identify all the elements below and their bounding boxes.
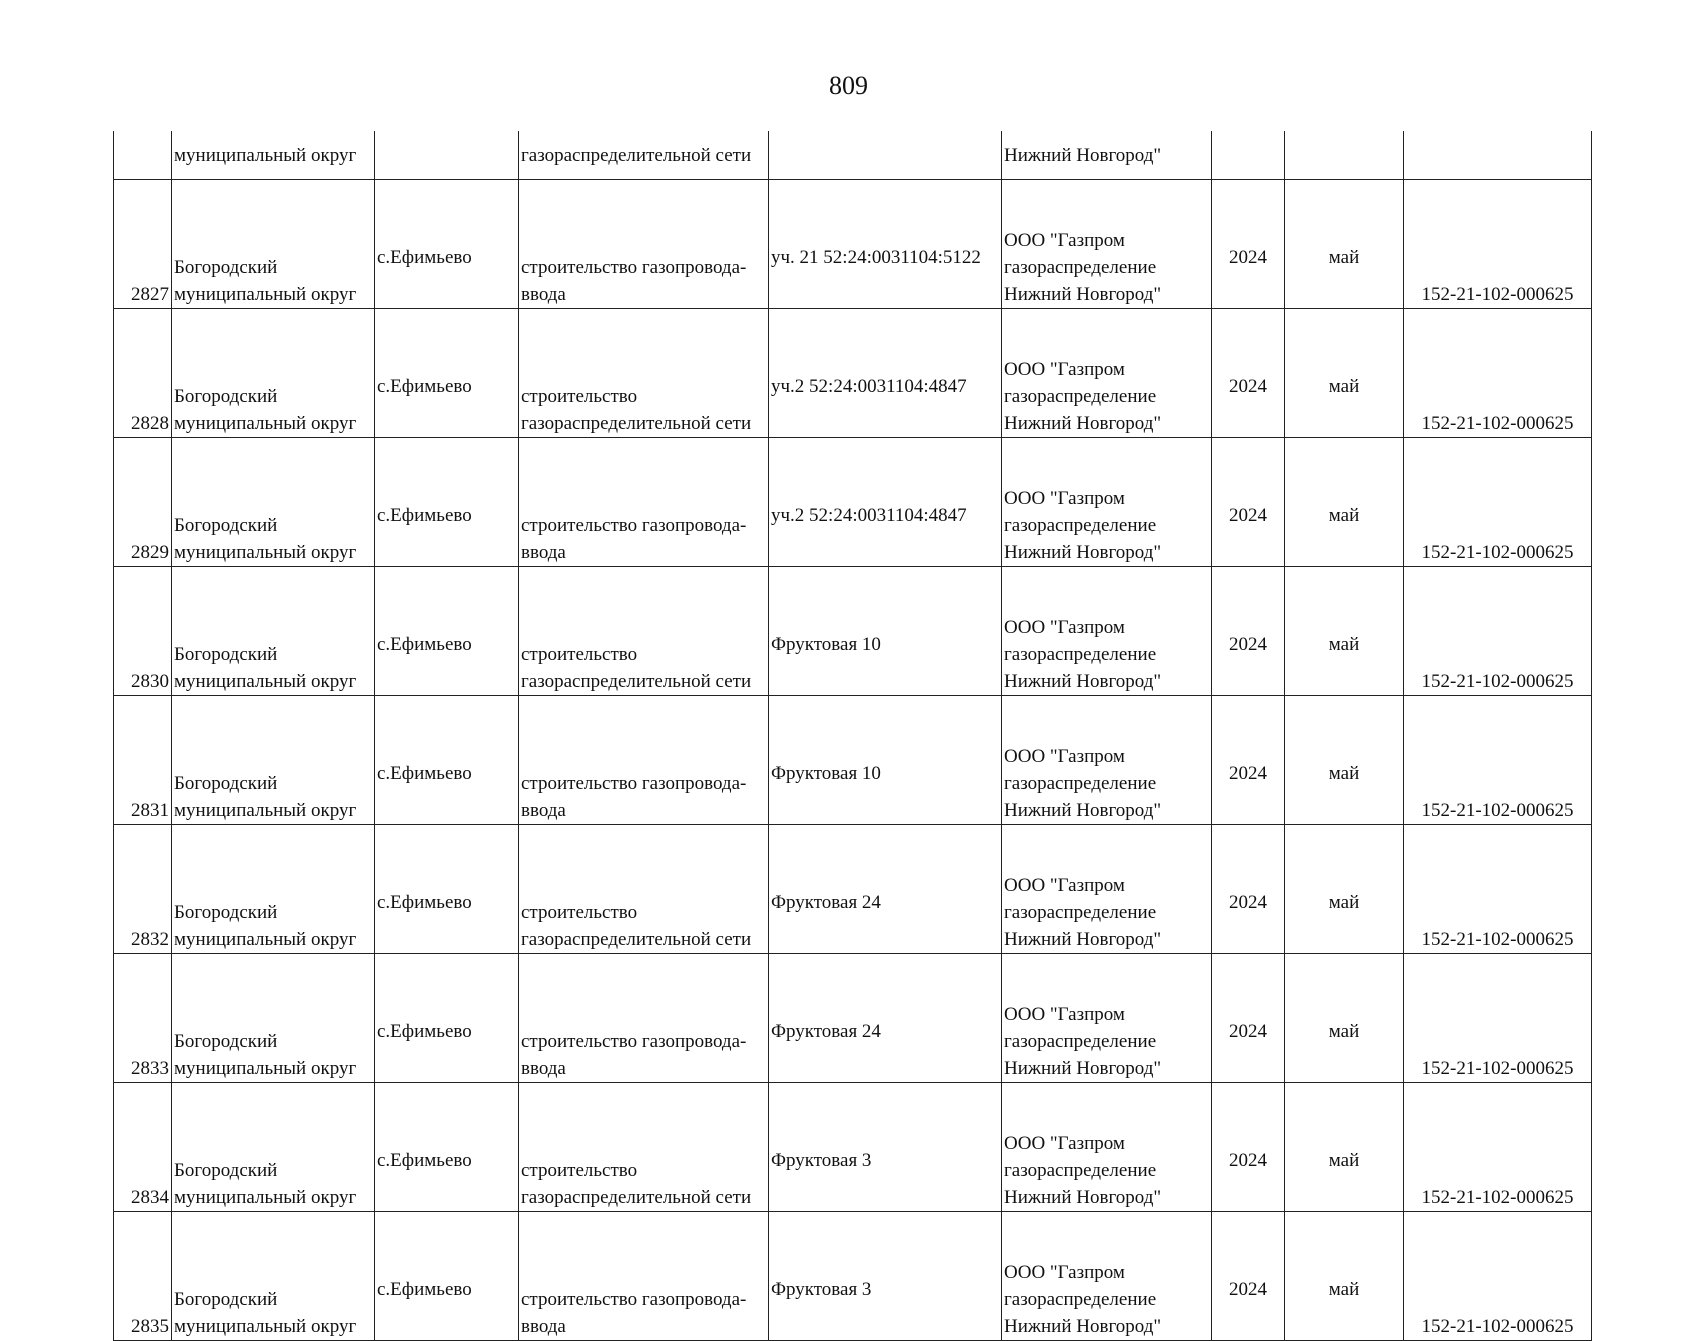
works-cell: [519, 954, 769, 1083]
district-line: Богородский: [174, 902, 278, 923]
works-line: строительство газопровода-: [521, 773, 747, 794]
district-cell: [172, 309, 375, 438]
month-cell: май: [1285, 567, 1404, 696]
district-line: Богородский: [174, 257, 278, 278]
works-line: ввода: [521, 1316, 566, 1337]
settlement-cell: с.Ефимьево: [375, 180, 519, 309]
address-cell: Фруктовая 10: [769, 696, 1002, 825]
table-row: [114, 567, 1592, 696]
row-number: 2832: [114, 825, 172, 954]
org-cell: [1002, 1083, 1212, 1212]
district-line: муниципальный округ: [174, 413, 357, 434]
code-cell: 152-21-102-000625: [1404, 309, 1592, 438]
cell-num: [114, 131, 172, 180]
works-line: строительство: [521, 386, 638, 407]
district-cell: [172, 825, 375, 954]
org-line: ООО "Газпром: [1004, 359, 1125, 380]
cell-year: [1212, 131, 1285, 180]
works-line: строительство: [521, 1160, 638, 1181]
address-cell: уч.2 52:24:0031104:4847: [769, 438, 1002, 567]
row-number: 2827: [114, 180, 172, 309]
org-line: ООО "Газпром: [1004, 1004, 1125, 1025]
org-line: газораспределение: [1004, 902, 1157, 923]
table-row: [114, 1212, 1592, 1341]
code-cell: 152-21-102-000625: [1404, 1083, 1592, 1212]
table-row: [114, 1083, 1592, 1212]
org-line: ООО "Газпром: [1004, 875, 1125, 896]
year-cell: 2024: [1212, 1212, 1285, 1341]
works-line: ввода: [521, 284, 566, 305]
district-cell: [172, 1212, 375, 1341]
works-line: ввода: [521, 542, 566, 563]
works-line: газораспределительной сети: [521, 1187, 752, 1208]
works-line: строительство газопровода-: [521, 1031, 747, 1052]
year-cell: 2024: [1212, 180, 1285, 309]
org-line: Нижний Новгород": [1004, 284, 1162, 305]
works-line: строительство газопровода-: [521, 1289, 747, 1310]
row-number: 2835: [114, 1212, 172, 1341]
address-cell: Фруктовая 3: [769, 1083, 1002, 1212]
org-line: Нижний Новгород": [1004, 1187, 1162, 1208]
org-cell: [1002, 180, 1212, 309]
address-cell: Фруктовая 24: [769, 954, 1002, 1083]
works-line: строительство газопровода-: [521, 515, 747, 536]
works-line: ввода: [521, 800, 566, 821]
district-line: Богородский: [174, 515, 278, 536]
code-cell: 152-21-102-000625: [1404, 825, 1592, 954]
code-cell: 152-21-102-000625: [1404, 438, 1592, 567]
code-cell: 152-21-102-000625: [1404, 1212, 1592, 1341]
address-cell: Фруктовая 10: [769, 567, 1002, 696]
works-cell: [519, 180, 769, 309]
settlement-cell: с.Ефимьево: [375, 309, 519, 438]
month-cell: май: [1285, 1083, 1404, 1212]
cell-settlement: [375, 131, 519, 180]
org-line: газораспределение: [1004, 386, 1157, 407]
district-cell: [172, 1083, 375, 1212]
org-line: газораспределение: [1004, 1160, 1157, 1181]
district-line: Богородский: [174, 1031, 278, 1052]
org-line: ООО "Газпром: [1004, 488, 1125, 509]
settlement-cell: с.Ефимьево: [375, 567, 519, 696]
works-cell: [519, 825, 769, 954]
org-cell: [1002, 954, 1212, 1083]
page-number: 809: [829, 71, 868, 100]
settlement-cell: с.Ефимьево: [375, 1083, 519, 1212]
org-line: газораспределение: [1004, 1289, 1157, 1310]
month-cell: май: [1285, 954, 1404, 1083]
works-cell: [519, 567, 769, 696]
works-line: строительство газопровода-: [521, 257, 747, 278]
cell-code: [1404, 131, 1592, 180]
code-cell: 152-21-102-000625: [1404, 567, 1592, 696]
address-cell: Фруктовая 24: [769, 825, 1002, 954]
address-cell: уч.2 52:24:0031104:4847: [769, 309, 1002, 438]
year-cell: 2024: [1212, 696, 1285, 825]
works-line: газораспределительной сети: [521, 413, 752, 434]
district-line: муниципальный округ: [174, 542, 357, 563]
district-cell: [172, 180, 375, 309]
district-line: муниципальный округ: [174, 1058, 357, 1079]
works-line: ввода: [521, 1058, 566, 1079]
row-number: 2830: [114, 567, 172, 696]
district-line: Богородский: [174, 386, 278, 407]
works-cell: [519, 1083, 769, 1212]
row-number: 2828: [114, 309, 172, 438]
org-cell: [1002, 825, 1212, 954]
table-row: [114, 309, 1592, 438]
org-line: Нижний Новгород": [1004, 542, 1162, 563]
org-line: газораспределение: [1004, 773, 1157, 794]
cell-district: муниципальный округ: [172, 131, 375, 180]
code-cell: 152-21-102-000625: [1404, 954, 1592, 1083]
month-cell: май: [1285, 180, 1404, 309]
month-cell: май: [1285, 696, 1404, 825]
year-cell: 2024: [1212, 825, 1285, 954]
district-cell: [172, 567, 375, 696]
org-cell: [1002, 567, 1212, 696]
district-line: муниципальный округ: [174, 800, 357, 821]
month-cell: май: [1285, 438, 1404, 567]
org-line: ООО "Газпром: [1004, 746, 1125, 767]
works-cell: [519, 1212, 769, 1341]
works-cell: [519, 438, 769, 567]
org-line: Нижний Новгород": [1004, 413, 1162, 434]
cell-works: газораспределительной сети: [519, 131, 769, 180]
month-cell: май: [1285, 309, 1404, 438]
district-line: муниципальный округ: [174, 671, 357, 692]
org-line: Нижний Новгород": [1004, 671, 1162, 692]
row-number: 2833: [114, 954, 172, 1083]
org-line: Нижний Новгород": [1004, 929, 1162, 950]
org-line: Нижний Новгород": [1004, 1058, 1162, 1079]
district-line: Богородский: [174, 1160, 278, 1181]
cell-org: Нижний Новгород": [1002, 131, 1212, 180]
org-line: ООО "Газпром: [1004, 1262, 1125, 1283]
org-cell: [1002, 1212, 1212, 1341]
district-line: муниципальный округ: [174, 1187, 357, 1208]
district-line: Богородский: [174, 773, 278, 794]
org-cell: [1002, 438, 1212, 567]
works-line: строительство: [521, 644, 638, 665]
settlement-cell: с.Ефимьево: [375, 438, 519, 567]
settlement-cell: с.Ефимьево: [375, 825, 519, 954]
year-cell: 2024: [1212, 438, 1285, 567]
month-cell: май: [1285, 825, 1404, 954]
works-line: газораспределительной сети: [521, 671, 752, 692]
org-line: газораспределение: [1004, 257, 1157, 278]
table-row: [114, 438, 1592, 567]
org-line: ООО "Газпром: [1004, 617, 1125, 638]
district-line: муниципальный округ: [174, 1316, 357, 1337]
works-cell: [519, 309, 769, 438]
table-row: [114, 696, 1592, 825]
settlement-cell: с.Ефимьево: [375, 954, 519, 1083]
year-cell: 2024: [1212, 1083, 1285, 1212]
year-cell: 2024: [1212, 309, 1285, 438]
district-line: Богородский: [174, 1289, 278, 1310]
org-line: Нижний Новгород": [1004, 800, 1162, 821]
org-line: ООО "Газпром: [1004, 230, 1125, 251]
org-line: Нижний Новгород": [1004, 1316, 1162, 1337]
district-line: муниципальный округ: [174, 284, 357, 305]
code-cell: 152-21-102-000625: [1404, 180, 1592, 309]
works-line: газораспределительной сети: [521, 929, 752, 950]
district-cell: [172, 696, 375, 825]
district-cell: [172, 954, 375, 1083]
district-line: муниципальный округ: [174, 929, 357, 950]
row-number: 2829: [114, 438, 172, 567]
table-row: [114, 825, 1592, 954]
cell-address: [769, 131, 1002, 180]
table-row: [114, 180, 1592, 309]
works-cell: [519, 696, 769, 825]
settlement-cell: с.Ефимьево: [375, 1212, 519, 1341]
month-cell: май: [1285, 1212, 1404, 1341]
org-line: газораспределение: [1004, 644, 1157, 665]
code-cell: 152-21-102-000625: [1404, 696, 1592, 825]
cell-month: [1285, 131, 1404, 180]
row-number: 2831: [114, 696, 172, 825]
org-line: газораспределение: [1004, 1031, 1157, 1052]
works-line: строительство: [521, 902, 638, 923]
org-cell: [1002, 696, 1212, 825]
address-cell: Фруктовая 3: [769, 1212, 1002, 1341]
row-number: 2834: [114, 1083, 172, 1212]
district-line: Богородский: [174, 644, 278, 665]
year-cell: 2024: [1212, 954, 1285, 1083]
org-line: газораспределение: [1004, 515, 1157, 536]
address-cell: уч. 21 52:24:0031104:5122: [769, 180, 1002, 309]
table-row: [114, 954, 1592, 1083]
settlement-cell: с.Ефимьево: [375, 696, 519, 825]
year-cell: 2024: [1212, 567, 1285, 696]
org-line: ООО "Газпром: [1004, 1133, 1125, 1154]
gas-works-table: [113, 131, 1592, 1341]
district-cell: [172, 438, 375, 567]
org-cell: [1002, 309, 1212, 438]
continued-row: [114, 131, 1592, 180]
